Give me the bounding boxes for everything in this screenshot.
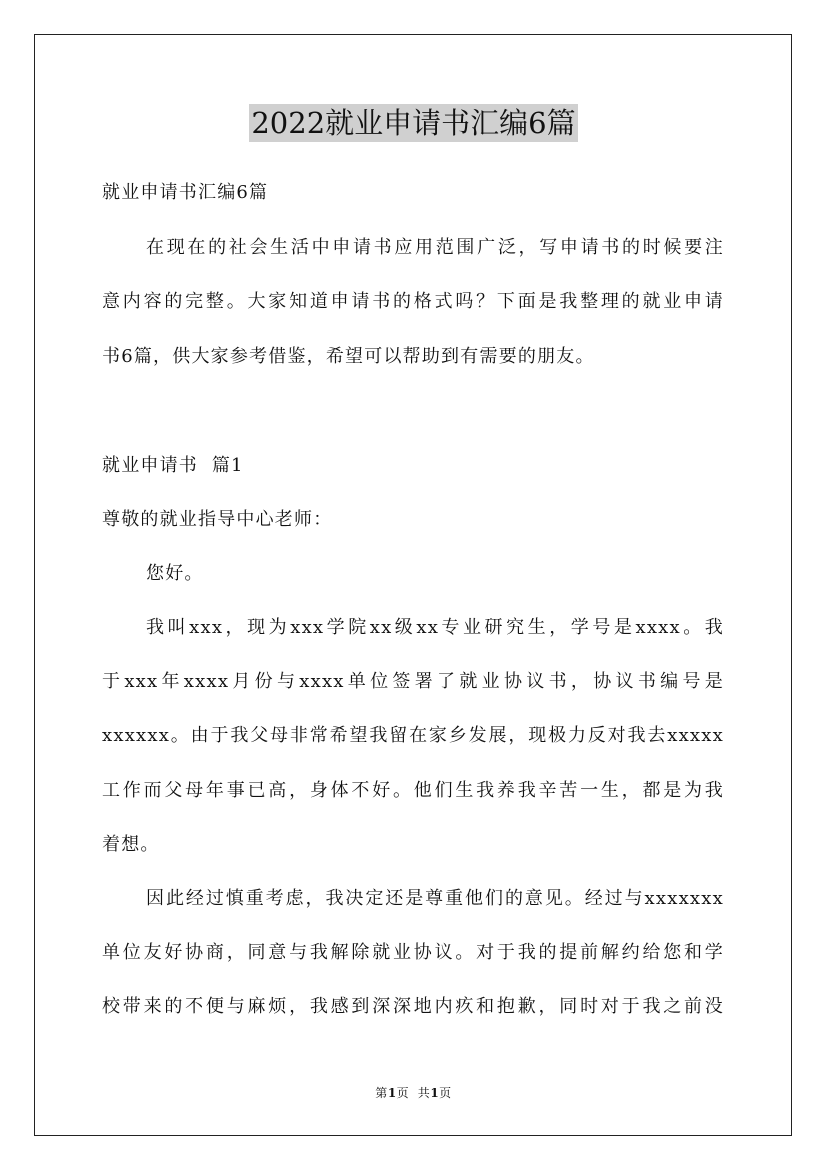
footer-mid: 页 共 [396, 1086, 431, 1100]
para1-line-1: 我叫xxx，现为xxx学院xx级xx专业研究生，学号是xxxx。我 [146, 617, 724, 638]
para2-line-3: 校带来的不便与麻烦，我感到深深地内疚和抱歉，同时对于我之前没 [102, 996, 724, 1017]
intro-line-3: 书6篇，供大家参考借鉴，希望可以帮助到有需要的朋友。 [102, 346, 595, 367]
document-title: 2022就业申请书汇编6篇 [251, 106, 576, 140]
para1-line-4: 工作而父母年事已高，身体不好。他们生我养我辛苦一生，都是为我 [102, 780, 724, 801]
footer-total-pages: 1 [430, 1086, 440, 1100]
title-container [0, 104, 827, 142]
salutation: 尊敬的就业指导中心老师： [102, 509, 333, 530]
greeting: 您好。 [146, 563, 204, 584]
page-footer [0, 1085, 827, 1101]
section-heading: 就业申请书 篇1 [102, 455, 244, 476]
footer-page-number: 1 [387, 1086, 397, 1100]
para1-line-5: 着想。 [102, 834, 160, 855]
subtitle: 就业申请书汇编6篇 [102, 182, 269, 203]
footer-suffix: 页 [439, 1086, 452, 1100]
footer-prefix: 第 [375, 1086, 388, 1100]
para2-line-2: 单位友好协商，同意与我解除就业协议。对于我的提前解约给您和学 [102, 942, 724, 963]
para2-line-1: 因此经过慎重考虑，我决定还是尊重他们的意见。经过与xxxxxxx [146, 888, 724, 909]
intro-line-2: 意内容的完整。大家知道申请书的格式吗？下面是我整理的就业申请 [102, 291, 724, 312]
para1-line-3: xxxxxx。由于我父母非常希望我留在家乡发展，现极力反对我去xxxxx [102, 725, 724, 746]
para1-line-2: 于xxx年xxxx月份与xxxx单位签署了就业协议书，协议书编号是 [102, 671, 724, 692]
intro-line-1: 在现在的社会生活中申请书应用范围广泛，写申请书的时候要注 [146, 237, 724, 258]
